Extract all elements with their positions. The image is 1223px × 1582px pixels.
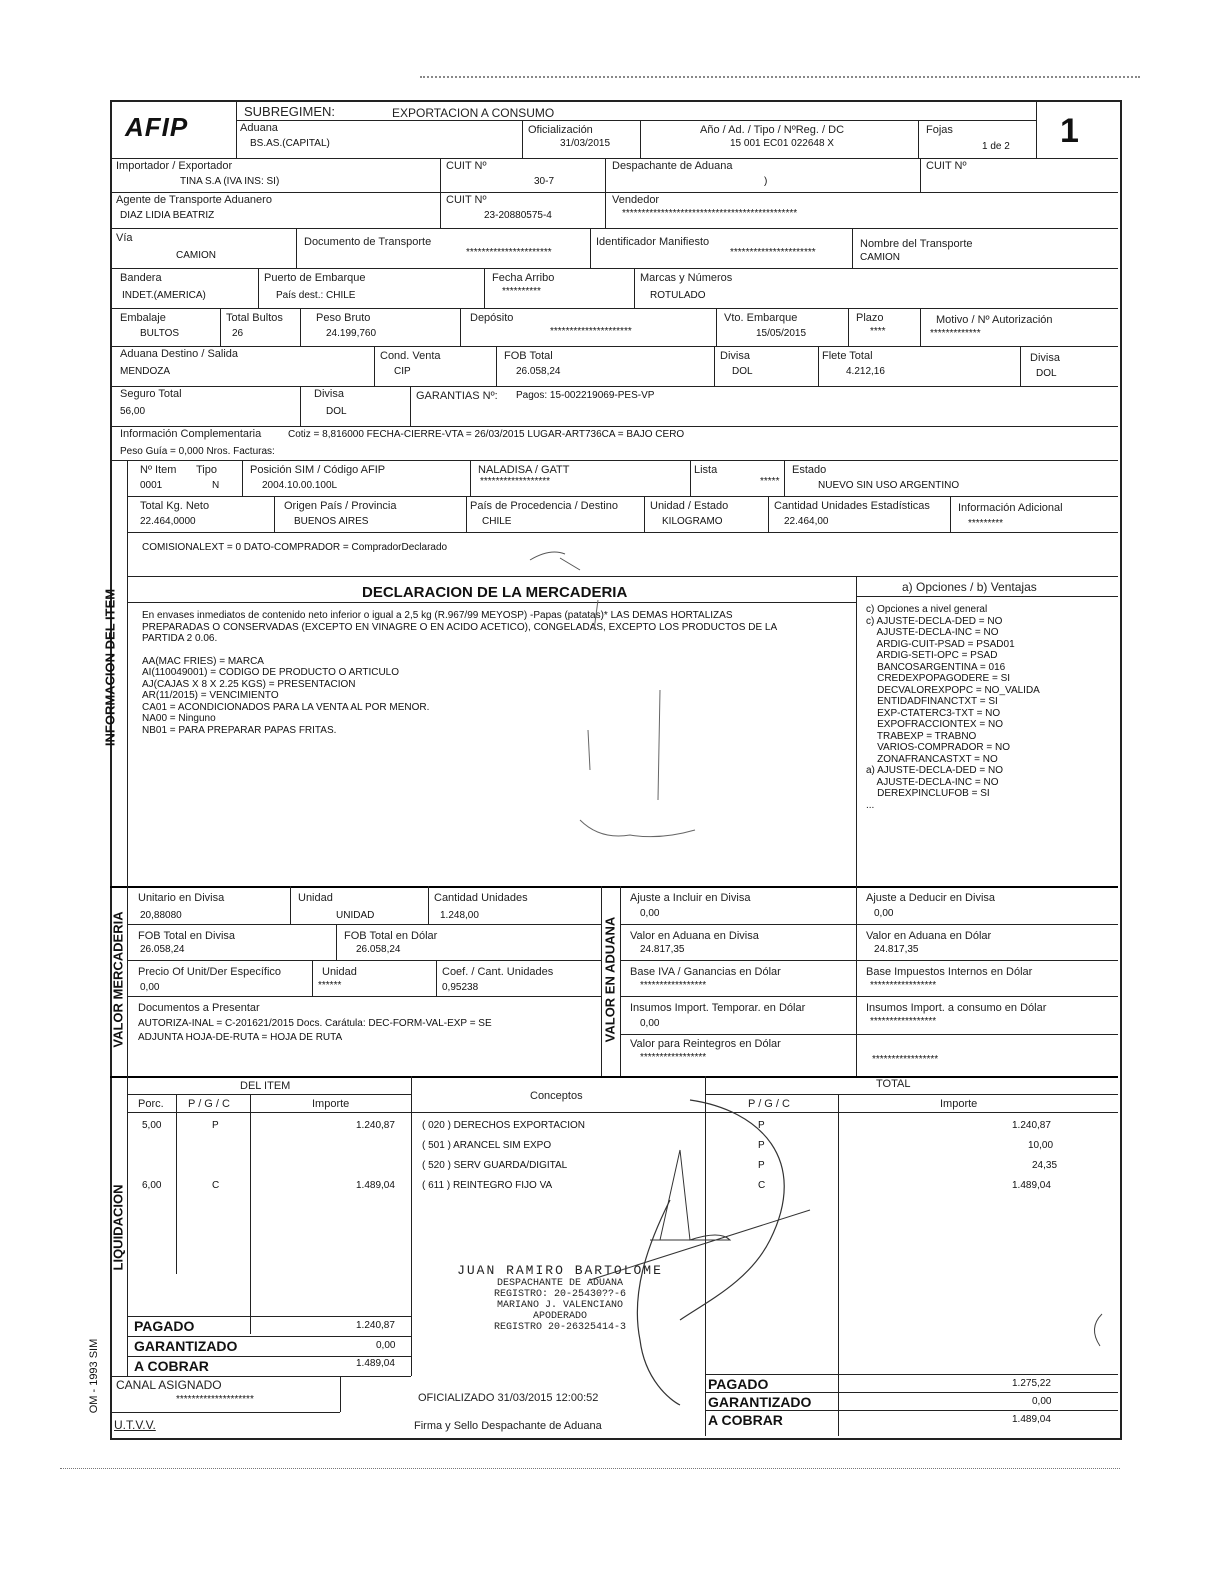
item-side-label: INFORMACION DEL ITEM (102, 588, 118, 747)
unidad-value: UNIDAD (336, 910, 375, 921)
peso-bruto-label: Peso Bruto (316, 312, 371, 324)
divisa2-label: Divisa (1030, 352, 1060, 364)
liq-concepto: ( 520 ) SERV GUARDA/DIGITAL (422, 1160, 568, 1171)
subregimen-value: EXPORTACION A CONSUMO (392, 106, 555, 120)
flete-label: Flete Total (822, 350, 873, 362)
liq-tpgc: P (758, 1120, 765, 1131)
declaracion-line: AI(110049001) = CODIGO DE PRODUCTO O ARTICULO (142, 667, 400, 678)
fob-divisa-label: FOB Total en Divisa (138, 930, 236, 942)
stamp-line4: MARIANO J. VALENCIANO (496, 1300, 624, 1311)
opciones-line: TRABEXP = TRABNO (866, 730, 977, 742)
fecha-arribo-value: ********** (502, 286, 541, 297)
fojas-value: 1 de 2 (982, 141, 1010, 152)
via-label: Vía (116, 232, 133, 244)
base-imp-value: ***************** (870, 980, 937, 991)
reintegros-value2: ***************** (872, 1054, 939, 1065)
doc-transporte-label: Documento de Transporte (304, 236, 432, 248)
ajuste-inc-value: 0,00 (640, 908, 660, 919)
opciones-line: c) Opciones a nivel general (866, 604, 988, 615)
marcas-value: ROTULADO (650, 290, 706, 301)
precio-label: Precio Of Unit/Der Específico (138, 966, 282, 978)
liq-pgc: P (212, 1120, 219, 1131)
insumos-temp-label: Insumos Import. Temporar. en Dólar (630, 1002, 806, 1014)
valor-side-label: VALOR MERCADERIA (110, 911, 126, 1048)
liq-tpgc: P (758, 1140, 765, 1151)
estado-value: NUEVO SIN USO ARGENTINO (818, 480, 960, 491)
cuit3-label: CUIT Nº (446, 194, 487, 206)
insumos-cons-label: Insumos Import. a consumo en Dólar (866, 1002, 1047, 1014)
bandera-label: Bandera (120, 272, 162, 284)
declaracion-line: NA00 = Ninguno (142, 713, 216, 724)
bandera-value: INDET.(AMERICA) (122, 290, 206, 301)
fob-divisa-value: 26.058,24 (140, 944, 185, 955)
cuit3-value: 23-20880575-4 (484, 210, 552, 221)
procedencia-label: País de Procedencia / Destino (470, 500, 618, 512)
vendedor-label: Vendedor (612, 194, 660, 206)
t-cobrar-value: 1.489,04 (1012, 1414, 1051, 1425)
divisa3-value: DOL (326, 406, 347, 417)
importe-label: Importe (312, 1098, 350, 1110)
fob-total-label: FOB Total (504, 350, 553, 362)
ident-manifiesto-label: Identificador Manifiesto (596, 236, 710, 248)
unidad2-value: ****** (318, 980, 342, 991)
declaracion-line: AR(11/2015) = VENCIMIENTO (142, 690, 279, 701)
ajuste-ded-label: Ajuste a Deducir en Divisa (866, 892, 996, 904)
unidad-estado-label: Unidad / Estado (650, 500, 729, 512)
liq-concepto: ( 611 ) REINTEGRO FIJO VA (422, 1180, 553, 1191)
opciones-line: AJUSTE-DECLA-INC = NO (866, 776, 999, 788)
aduana-label: Aduana (240, 122, 278, 134)
cuit2-label: CUIT Nº (926, 160, 967, 172)
garantias-value: Pagos: 15-002219069-PES-VP (516, 390, 655, 401)
agente-label: Agente de Transporte Aduanero (116, 194, 272, 206)
garantizado-value: 0,00 (376, 1340, 396, 1351)
cuit1-value: 30-7 (534, 176, 555, 187)
ano-label: Año / Ad. / Tipo / NºReg. / DC (700, 124, 845, 136)
marcas-label: Marcas y Números (640, 272, 733, 284)
pais-dest-value: País dest.: CHILE (276, 290, 356, 301)
total-bultos-label: Total Bultos (226, 312, 283, 324)
origen-value: BUENOS AIRES (294, 516, 369, 527)
form-code: OM - 1993 SIM (88, 1338, 100, 1414)
declaracion-title: DECLARACION DE LA MERCADERIA (362, 584, 628, 601)
fob-dolar-value: 26.058,24 (356, 944, 401, 955)
nombre-transporte-value: CAMION (860, 252, 900, 263)
stamp-line6: REGISTRO 20-26325414-3 (493, 1322, 627, 1333)
deposito-label: Depósito (470, 312, 514, 324)
declaracion-line: AJ(CAJAS X 8 X 2.25 KGS) = PRESENTACION (142, 678, 356, 690)
base-iva-label: Base IVA / Ganancias en Dólar (630, 966, 781, 978)
garantizado-label: GARANTIZADO (134, 1338, 238, 1354)
liq-timporte: 24,35 (1032, 1160, 1058, 1171)
fojas-label: Fojas (926, 124, 953, 136)
posicion-label: Posición SIM / Código AFIP (250, 464, 386, 476)
ajuste-inc-label: Ajuste a Incluir en Divisa (630, 892, 751, 904)
valor-aduana-side-label: VALOR EN ADUANA (602, 916, 618, 1043)
divisa2-value: DOL (1036, 368, 1057, 379)
naladisa-value: ****************** (480, 476, 551, 487)
opciones-line: a) AJUSTE-DECLA-DED = NO (866, 765, 1003, 776)
afip-logo: AFIP (125, 112, 189, 142)
declaracion-line: PREPARADAS O CONSERVADAS (EXCEPTO EN VINAGRE O EN ACIDO ACETICO), CONGELADAS, EXCEPTO LOS PRODUCTOS DE LA (142, 621, 778, 633)
signature-mark (530, 1090, 820, 1410)
divisa1-label: Divisa (720, 350, 750, 362)
coef-value: 0,95238 (442, 982, 479, 993)
cant-estad-value: 22.464,00 (784, 516, 829, 527)
info-adic-value: ********* (968, 518, 1004, 529)
t-pgc-label: P / G / C (748, 1098, 790, 1110)
aduana-destino-label: Aduana Destino / Salida (120, 348, 239, 360)
opciones-line: ARDIG-SETI-OPC = PSAD (866, 650, 998, 661)
vto-embarque-value: 15/05/2015 (756, 328, 807, 339)
embalaje-value: BULTOS (140, 328, 180, 339)
oficializacion-value: 31/03/2015 (560, 138, 611, 149)
unitario-label: Unitario en Divisa (138, 892, 225, 904)
reintegros-label: Valor para Reintegros en Dólar (630, 1038, 781, 1050)
liquidacion-side-label: LIQUIDACION (110, 1184, 126, 1271)
cuit1-label: CUIT Nº (446, 160, 487, 172)
liq-porc: 6,00 (142, 1180, 162, 1191)
opciones-line: DECVALOREXPOPC = NO_VALIDA (866, 684, 1040, 696)
plazo-value: **** (870, 326, 886, 337)
opciones-line: BANCOSARGENTINA = 016 (866, 661, 1006, 673)
fob-total-value: 26.058,24 (516, 366, 561, 377)
liq-timporte: 10,00 (1028, 1140, 1054, 1151)
precio-value: 0,00 (140, 982, 160, 993)
posicion-value: 2004.10.00.100L (262, 480, 338, 491)
comision-line: COMISIONALEXT = 0 DATO-COMPRADOR = CompradorDeclarado (142, 542, 448, 553)
coef-label: Coef. / Cant. Unidades (442, 966, 554, 978)
val-aduana-dolar-label: Valor en Aduana en Dólar (866, 930, 992, 942)
val-aduana-divisa-label: Valor en Aduana en Divisa (630, 930, 759, 942)
t-cobrar-label: A COBRAR (708, 1412, 783, 1428)
base-imp-label: Base Impuestos Internos en Dólar (866, 966, 1033, 978)
divisa1-value: DOL (732, 366, 753, 377)
margin-mark (1086, 1310, 1106, 1350)
ajuste-ded-value: 0,00 (874, 908, 894, 919)
conceptos-label: Conceptos (530, 1090, 583, 1102)
t-pagado-value: 1.275,22 (1012, 1378, 1051, 1389)
opciones-line: ... (866, 799, 875, 811)
liq-timporte: 1.240,87 (1012, 1120, 1051, 1131)
liq-importe: 1.489,04 (356, 1180, 395, 1191)
fecha-arribo-label: Fecha Arribo (492, 272, 555, 284)
total-bultos-value: 26 (232, 328, 244, 339)
t-garantizado-label: GARANTIZADO (708, 1394, 812, 1410)
handwritten-marks (520, 540, 700, 870)
t-pagado-label: PAGADO (708, 1376, 769, 1392)
lista-value: ***** (760, 476, 780, 487)
garantias-label: GARANTIAS Nº: (416, 390, 498, 402)
peso-bruto-value: 24.199,760 (326, 328, 377, 339)
liq-pgc: C (212, 1180, 220, 1191)
opciones-line: CREDEXPOPAGODERE = SI (866, 673, 1011, 684)
estado-label: Estado (792, 464, 827, 476)
opciones-line: ARDIG-CUIT-PSAD = PSAD01 (866, 638, 1015, 650)
oficializacion-label: Oficialización (528, 124, 593, 136)
declaracion-line: AA(MAC FRIES) = MARCA (142, 655, 264, 667)
declaracion-line: PARTIDA 2 0.06. (142, 633, 218, 644)
vto-embarque-label: Vto. Embarque (724, 312, 798, 324)
documentos-line1: AUTORIZA-INAL = C-201621/2015 Docs. Carátula: DEC-FORM-VAL-EXP = SE (138, 1018, 492, 1029)
liq-porc: 5,00 (142, 1120, 162, 1131)
tipo-label: Tipo (196, 464, 217, 476)
reintegros-value: ***************** (640, 1052, 707, 1063)
despachante-label: Despachante de Aduana (612, 160, 733, 172)
aduana-destino-value: MENDOZA (120, 366, 170, 377)
unitario-value: 20,88080 (140, 910, 182, 921)
unidad2-label: Unidad (322, 966, 357, 978)
canal-label: CANAL ASIGNADO (116, 1378, 222, 1392)
unidad-estado-value: KILOGRAMO (662, 516, 723, 527)
unidad-label: Unidad (298, 892, 333, 904)
porc-label: Porc. (138, 1098, 164, 1110)
pgc-label: P / G / C (188, 1098, 230, 1110)
info-comp-label: Información Complementaria (120, 428, 262, 440)
cant-unid-label: Cantidad Unidades (434, 892, 528, 904)
divisa3-label: Divisa (314, 388, 344, 400)
total-label: TOTAL (876, 1078, 911, 1090)
flete-value: 4.212,16 (846, 366, 885, 377)
opciones-line: c) AJUSTE-DECLA-DED = NO (866, 615, 1003, 627)
canal-value: ******************** (176, 1394, 254, 1405)
importador-label: Importador / Exportador (116, 160, 233, 172)
seguro-value: 56,00 (120, 406, 146, 417)
n-item-label: Nº Item (140, 464, 177, 476)
despachante-value: ) (764, 176, 768, 187)
motivo-label: Motivo / Nº Autorización (936, 314, 1053, 326)
val-aduana-dolar-value: 24.817,35 (874, 944, 919, 955)
importador-value: TINA S.A (IVA INS: SI) (180, 176, 280, 187)
fob-dolar-label: FOB Total en Dólar (344, 930, 438, 942)
opciones-title: a) Opciones / b) Ventajas (902, 580, 1037, 594)
kg-neto-label: Total Kg. Neto (140, 500, 210, 512)
stamp-line5: APODERADO (532, 1311, 587, 1322)
info-adic-label: Información Adicional (958, 502, 1063, 514)
utvv-label: U.T.V.V. (114, 1418, 156, 1432)
n-item-value: 0001 (140, 480, 163, 491)
opciones-line: AJUSTE-DECLA-INC = NO (866, 627, 999, 638)
page-number: 1 (1060, 112, 1079, 150)
documentos-label: Documentos a Presentar (138, 1002, 260, 1014)
t-importe-label: Importe (940, 1098, 978, 1110)
naladisa-label: NALADISA / GATT (478, 464, 570, 476)
insumos-cons-value: ***************** (870, 1016, 937, 1027)
puerto-label: Puerto de Embarque (264, 272, 366, 284)
liq-concepto: ( 501 ) ARANCEL SIM EXPO (422, 1140, 552, 1151)
declaracion-line: En envases inmediatos de contenido neto inferior o igual a 2,5 kg (R.967/99 MEYOSP) -Papas (patatas)* LAS DEMAS HORTALIZAS (142, 610, 733, 621)
declaracion-line: CA01 = ACONDICIONADOS PARA LA VENTA AL POR MENOR. (142, 701, 430, 713)
t-garantizado-value: 0,00 (1032, 1396, 1052, 1407)
liq-tpgc: P (758, 1160, 765, 1171)
cond-venta-value: CIP (394, 366, 411, 377)
firma-label: Firma y Sello Despachante de Aduana (414, 1420, 602, 1432)
kg-neto-value: 22.464,0000 (140, 516, 196, 527)
tipo-value: N (212, 480, 220, 491)
ano-value: 15 001 EC01 022648 X (730, 138, 834, 149)
stamp-line3: REGISTRO: 20-25430??-6 (493, 1289, 627, 1300)
stamp-line2: DESPACHANTE DE ADUANA (496, 1278, 624, 1289)
pagado-label: PAGADO (134, 1318, 195, 1334)
peso-guia: Peso Guía = 0,000 Nros. Facturas: (120, 446, 275, 457)
lista-label: Lista (694, 464, 718, 476)
liq-tpgc: C (758, 1180, 766, 1191)
embalaje-label: Embalaje (120, 312, 166, 324)
agente-value: DIAZ LIDIA BEATRIZ (120, 210, 215, 221)
vendedor-value: ********************************************* (622, 208, 798, 219)
subregimen-label: SUBREGIMEN: (244, 104, 336, 119)
seguro-label: Seguro Total (120, 388, 182, 400)
origen-label: Origen País / Provincia (284, 500, 397, 512)
base-iva-value: ***************** (640, 980, 707, 991)
opciones-line: EXP-CTATERC3-TXT = NO (866, 707, 1001, 719)
nombre-transporte-label: Nombre del Transporte (860, 238, 973, 250)
documentos-line2: ADJUNTA HOJA-DE-RUTA = HOJA DE RUTA (138, 1032, 343, 1043)
plazo-label: Plazo (856, 312, 884, 324)
oficializado-text: OFICIALIZADO 31/03/2015 12:00:52 (418, 1392, 599, 1404)
declaracion-line: NB01 = PARA PREPARAR PAPAS FRITAS. (142, 724, 337, 736)
deposito-value: ********************* (550, 326, 632, 337)
insumos-temp-value: 0,00 (640, 1018, 660, 1029)
procedencia-value: CHILE (482, 516, 512, 527)
opciones-line: DEREXPINCLUFOB = SI (866, 788, 990, 799)
liq-concepto: ( 020 ) DERECHOS EXPORTACION (422, 1120, 585, 1131)
motivo-value: ************* (930, 328, 981, 339)
aduana-value: BS.AS.(CAPITAL) (250, 138, 330, 149)
liq-importe: 1.240,87 (356, 1120, 395, 1131)
info-comp-value: Cotiz = 8,816000 FECHA-CIERRE-VTA = 26/03/2015 LUGAR-ART736CA = BAJO CERO (288, 429, 685, 440)
cant-estad-label: Cantidad Unidades Estadísticas (774, 500, 930, 512)
pagado-value: 1.240,87 (356, 1320, 395, 1331)
del-item-label: DEL ITEM (240, 1080, 291, 1092)
opciones-line: ENTIDADFINANCTXT = SI (866, 696, 998, 707)
liq-timporte: 1.489,04 (1012, 1180, 1051, 1191)
cobrar-label: A COBRAR (134, 1358, 209, 1374)
stamp-line1: JUAN RAMIRO BARTOLOME (457, 1263, 663, 1278)
cobrar-value: 1.489,04 (356, 1358, 395, 1369)
opciones-line: ZONAFRANCASTXT = NO (866, 753, 998, 765)
opciones-line: VARIOS-COMPRADOR = NO (866, 742, 1010, 753)
cond-venta-label: Cond. Venta (380, 350, 441, 362)
val-aduana-divisa-value: 24.817,35 (640, 944, 685, 955)
via-value: CAMION (176, 250, 216, 261)
ident-manifiesto-value: ********************** (730, 247, 816, 258)
cant-unid-value: 1.248,00 (440, 910, 479, 921)
opciones-text (866, 604, 1040, 811)
doc-transporte-value: ********************** (466, 247, 552, 258)
opciones-line: EXPOFRACCIONTEX = NO (866, 719, 1003, 730)
